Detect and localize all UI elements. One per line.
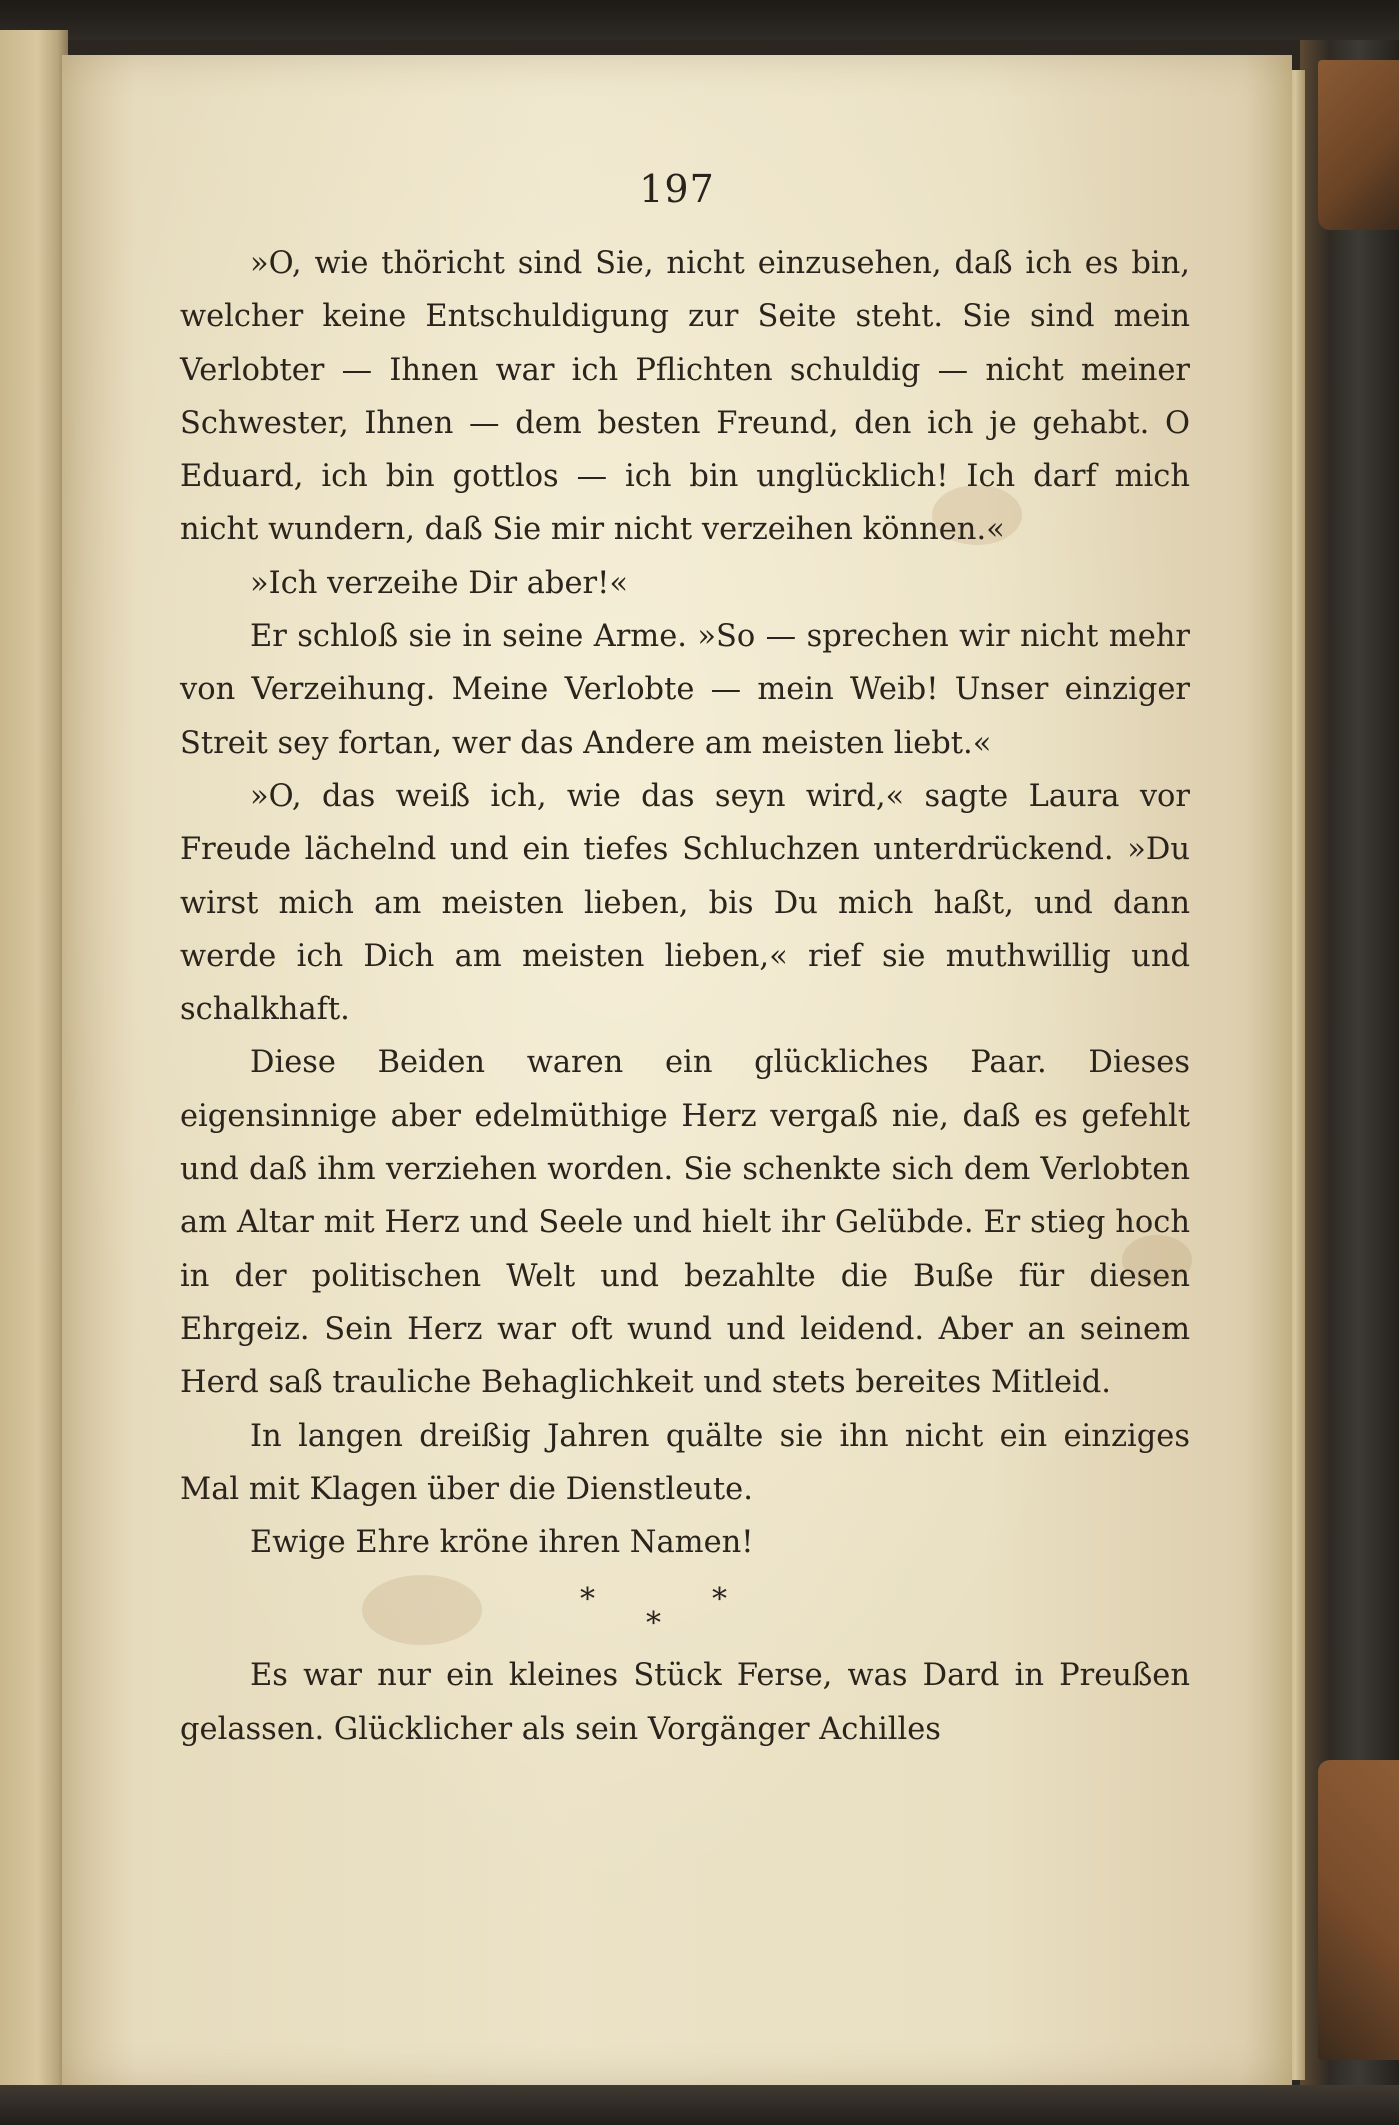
paragraph: Er schloß sie in seine Arme. »So — sprechen wir nicht mehr von Verzeihung. Meine Verlobte — mein Weib! Unser einziger Streit sey fortan, wer das Andere am meisten liebt.« xyxy=(180,619,1190,761)
leather-corner-bottom xyxy=(1318,1760,1399,2060)
asterisk: * xyxy=(712,1582,727,1618)
paragraph: Diese Beiden waren ein glückliches Paar. Dieses eigensinnige aber edelmüthige Herz vergaß nie, daß es gefehlt und daß ihm verziehen worden. Sie schenkte sich dem Verlobten am Altar mit Herz und Seele und hielt ihr Gelübde. Er stieg hoch in der politischen Welt und bezahlte die Buße für diesen Ehrgeiz. Sein Herz war oft wund und leidend. Aber an seinem Herd saß trauliche Behaglichkeit und stets bereites Mitleid. xyxy=(180,1045,1190,1401)
section-separator xyxy=(180,1569,1190,1649)
book-page xyxy=(62,55,1292,2085)
paragraph: »O, wie thöricht sind Sie, nicht einzusehen, daß ich es bin, welcher keine Entschuldigung zur Seite steht. Sie sind mein Verlobter — Ihnen war ich Pflichten schuldig — nicht meiner Schwester, Ihnen — dem besten Freund, den ich je gehabt. O Eduard, ich bin gottlos — ich bin unglücklich! Ich darf mich nicht wundern, daß Sie mir nicht verzeihen können.« xyxy=(180,246,1190,548)
page-number: 197 xyxy=(639,167,715,211)
page-text xyxy=(180,237,1190,1756)
paragraph: »Ich verzeihe Dir aber!« xyxy=(250,565,628,601)
facing-page-edge xyxy=(0,30,68,2125)
paragraph: In langen dreißig Jahren quälte sie ihn nicht ein einziges Mal mit Klagen über die Dienstleute. xyxy=(180,1418,1190,1507)
top-shadow-strip xyxy=(0,0,1399,40)
paragraph: Es war nur ein kleines Stück Ferse, was Dard in Preußen gelassen. Glücklicher als sein Vorgänger Achilles xyxy=(180,1658,1190,1747)
bottom-shadow-strip xyxy=(0,2085,1399,2125)
paragraph: Ewige Ehre kröne ihren Namen! xyxy=(250,1525,754,1561)
asterisk: * xyxy=(580,1582,595,1618)
paragraph: »O, das weiß ich, wie das seyn wird,« sagte Laura vor Freude lächelnd und ein tiefes Schluchzen unterdrückend. »Du wirst mich am meisten lieben, bis Du mich haßt, und dann werde ich Dich am meisten lieben,« rief sie muthwillig und schalkhaft. xyxy=(180,778,1190,1028)
asterisk: * xyxy=(646,1606,661,1642)
leather-corner-top xyxy=(1318,60,1399,230)
